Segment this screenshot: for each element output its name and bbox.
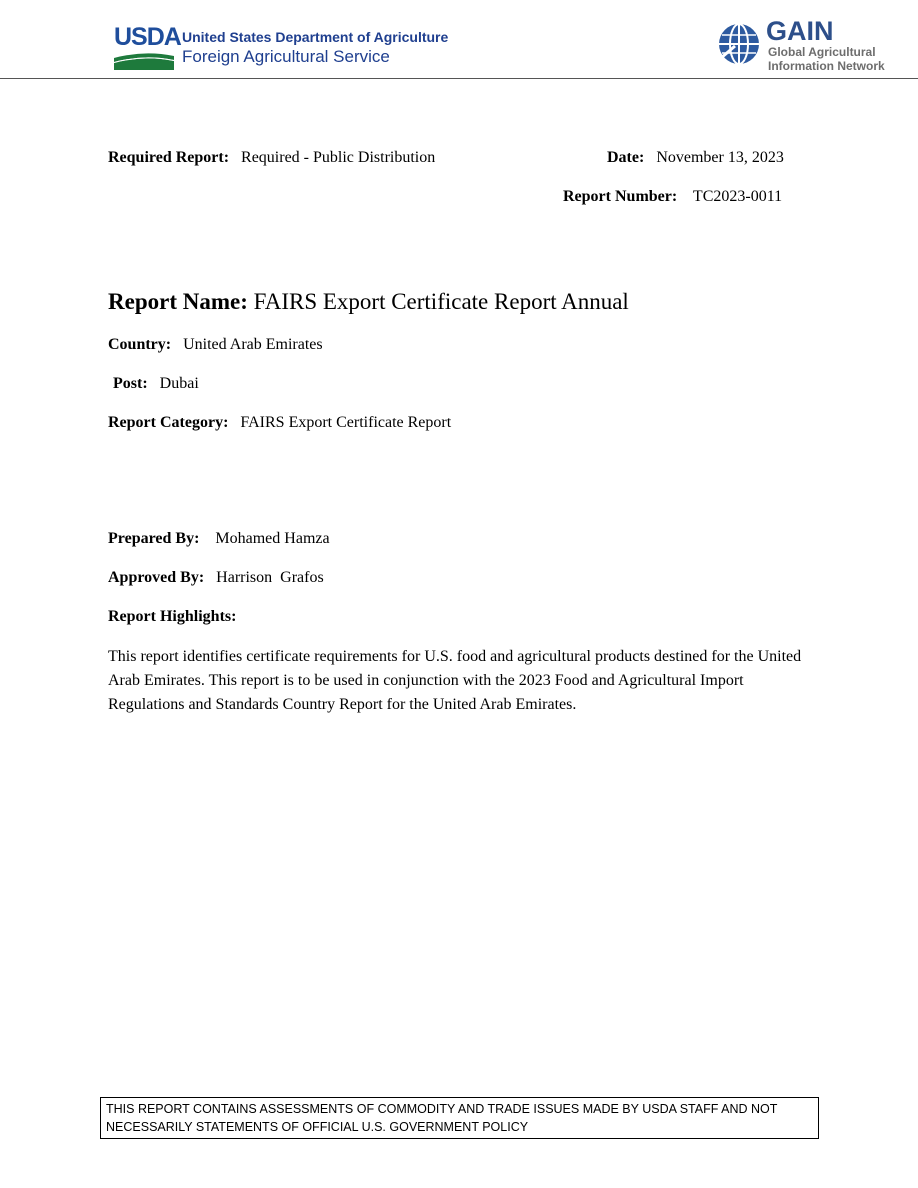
approved-by-value: Harrison Grafos <box>216 569 324 586</box>
report-number-row <box>563 187 782 207</box>
usda-wordmark: USDA <box>114 23 181 51</box>
report-name-value: FAIRS Export Certificate Report Annual <box>253 289 629 314</box>
date-value: November 13, 2023 <box>656 149 784 166</box>
report-highlights-label: Report Highlights: <box>108 608 237 625</box>
disclaimer-box <box>100 1097 819 1139</box>
disclaimer-line-2: NECESSARILY STATEMENTS OF OFFICIAL U.S. GOVERNMENT POLICY <box>106 1120 529 1134</box>
post-row <box>113 374 199 394</box>
report-category-value: FAIRS Export Certificate Report <box>240 414 452 431</box>
header-divider <box>0 78 918 79</box>
approved-by-row <box>108 568 324 588</box>
country-value: United Arab Emirates <box>183 336 323 353</box>
page-header <box>0 0 918 80</box>
date-row <box>607 148 784 168</box>
gain-tagline-line1: Global Agricultural <box>768 45 876 59</box>
globe-icon <box>717 22 761 66</box>
country-label: Country: <box>108 336 172 353</box>
prepared-by-label: Prepared By: <box>108 530 200 547</box>
gain-wordmark: GAIN <box>766 16 834 46</box>
report-name-row <box>108 289 629 315</box>
report-category-label: Report Category: <box>108 414 229 431</box>
report-name-label: Report Name: <box>108 289 248 314</box>
report-highlights-text: This report identifies certificate requirements for U.S. food and agricultural products destined for the United Arab Emirates. This report is to be used in conjunction with the 2023 Food and Agricultural Import Regulations and Standards Country Report for the United Arab Emirates. <box>108 648 802 713</box>
agency-name: Foreign Agricultural Service <box>182 47 390 66</box>
department-name: United States Department of Agriculture <box>182 29 449 45</box>
report-category-row <box>108 413 451 433</box>
report-number-value: TC2023-0011 <box>692 188 783 205</box>
report-number-label: Report Number: <box>563 188 678 205</box>
post-value: Dubai <box>159 375 199 392</box>
prepared-by-value: Mohamed Hamza <box>215 530 330 547</box>
required-report-row <box>108 148 435 168</box>
gain-tagline-line2: Information Network <box>768 59 885 73</box>
post-label: Post: <box>113 375 148 392</box>
usda-logo <box>114 23 181 72</box>
prepared-by-row <box>108 529 330 549</box>
disclaimer-line-1: THIS REPORT CONTAINS ASSESSMENTS OF COMMODITY AND TRADE ISSUES MADE BY USDA STAFF AND NOT <box>106 1102 778 1116</box>
date-label: Date: <box>607 149 645 166</box>
required-report-value: Required - Public Distribution <box>241 149 436 166</box>
usda-fields-icon <box>114 52 174 70</box>
approved-by-label: Approved By: <box>108 569 205 586</box>
required-report-label: Required Report: <box>108 149 230 166</box>
country-row <box>108 335 323 355</box>
